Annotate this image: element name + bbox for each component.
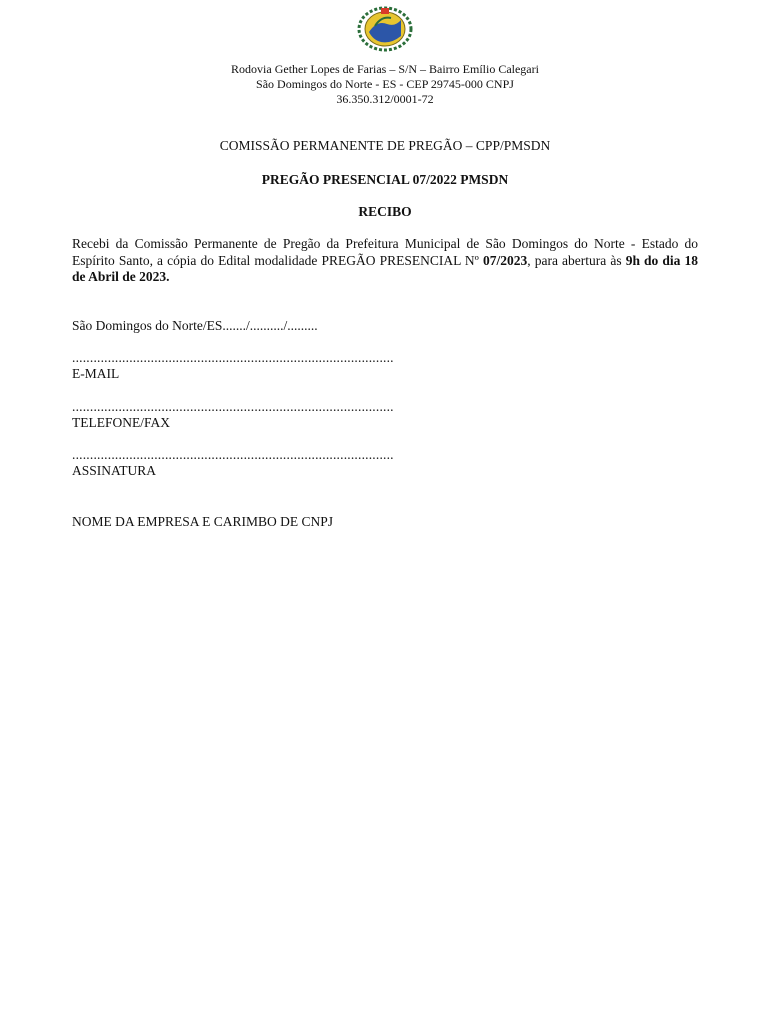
receipt-paragraph <box>72 236 698 286</box>
recibo-title: RECIBO <box>358 204 412 219</box>
date-line: São Domingos do Norte/ES......./........../......... <box>72 318 318 333</box>
company-label: NOME DA EMPRESA E CARIMBO DE CNPJ <box>72 514 334 529</box>
email-field <box>72 350 394 382</box>
commission-title: COMISSÃO PERMANENTE DE PREGÃO – CPP/PMSDN <box>219 138 551 153</box>
address-line-3: 36.350.312/0001-72 <box>336 92 434 106</box>
pregao-title: PREGÃO PRESENCIAL 07/2022 PMSDN <box>261 172 509 187</box>
signature-dots: .......................................................................................... <box>72 447 394 462</box>
opening-date: 9h do dia 18 de Abril de 2023. <box>72 252 698 284</box>
phone-field <box>72 399 394 431</box>
email-label: E-MAIL <box>72 366 120 381</box>
municipal-coat-of-arms-icon <box>357 6 413 52</box>
address-line-2: São Domingos do Norte - ES - CEP 29745-000 CNPJ <box>256 77 514 91</box>
address-line-1: Rodovia Gether Lopes de Farias – S/N – Bairro Emílio Calegari <box>231 62 539 76</box>
signature-label: ASSINATURA <box>72 463 157 478</box>
receipt-text-part2: , para abertura às <box>527 252 626 268</box>
receipt-text-part1: Recebi da Comissão Permanente de Pregão da Prefeitura Municipal de São Domingos do Norte - Estado do Espírito Santo, a cópia do Edital modalidade PREGÃO PRESENCIAL Nº <box>72 236 698 268</box>
letterhead <box>0 62 770 107</box>
phone-dots: .......................................................................................... <box>72 399 394 414</box>
email-dots: .......................................................................................... <box>72 350 394 365</box>
edital-number: 07/2023 <box>482 252 528 268</box>
signature-field <box>72 447 394 479</box>
phone-label: TELEFONE/FAX <box>72 415 170 430</box>
